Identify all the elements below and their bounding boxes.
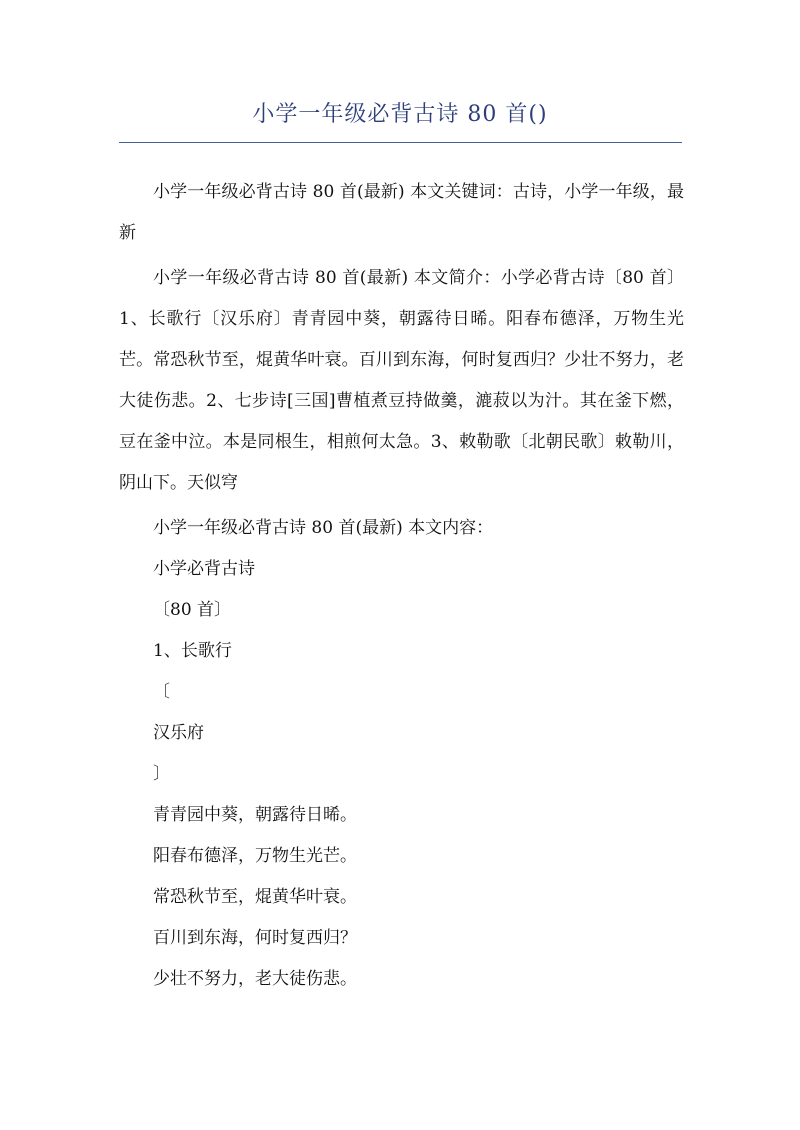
poem-verse: 青青园中葵，朝露待日晞。 bbox=[153, 805, 357, 825]
poem-title: 1、长歌行 bbox=[153, 641, 232, 661]
poem-source: 汉乐府 bbox=[153, 723, 204, 743]
poem-verse: 少壮不努力，老大徒伤悲。 bbox=[153, 969, 357, 989]
content-heading: 小学一年级必背古诗 80 首(最新) 本文内容： bbox=[153, 518, 494, 538]
document-body bbox=[119, 172, 684, 1000]
poem-verse: 常恐秋节至，焜黄华叶衰。 bbox=[153, 887, 357, 907]
poem-collection-title: 小学必背古诗 bbox=[153, 559, 255, 579]
poem-count: 〔80 首〕 bbox=[153, 600, 232, 620]
summary-paragraph: 小学一年级必背古诗 80 首(最新) 本文简介：小学必背古诗〔80 首〕1、长歌行〔汉乐府〕青青园中葵，朝露待日晞。阳春布德泽，万物生光芒。常恐秋节至，焜黄华叶衰。百川到东海，何时复西归？少壮不努力，老大徒伤悲。2、七步诗[三国]曹植煮豆持做羹，漉菽以为汁。其在釜下燃，豆在釜中泣。本是同根生，相煎何太急。3、敕勒歌〔北朝民歌〕敕勒川，阴山下。天似穹 bbox=[119, 268, 684, 493]
poem-verse: 百川到东海，何时复西归？ bbox=[153, 928, 357, 948]
title-divider bbox=[119, 142, 682, 143]
poem-source-close-bracket: 〕 bbox=[153, 764, 170, 784]
poem-source-open-bracket: 〔 bbox=[153, 682, 170, 702]
document-title: 小学一年级必背古诗 80 首() bbox=[252, 102, 548, 127]
keywords-paragraph: 小学一年级必背古诗 80 首(最新) 本文关键词：古诗，小学一年级，最新 bbox=[119, 182, 684, 243]
poem-verse: 阳春布德泽，万物生光芒。 bbox=[153, 846, 357, 866]
